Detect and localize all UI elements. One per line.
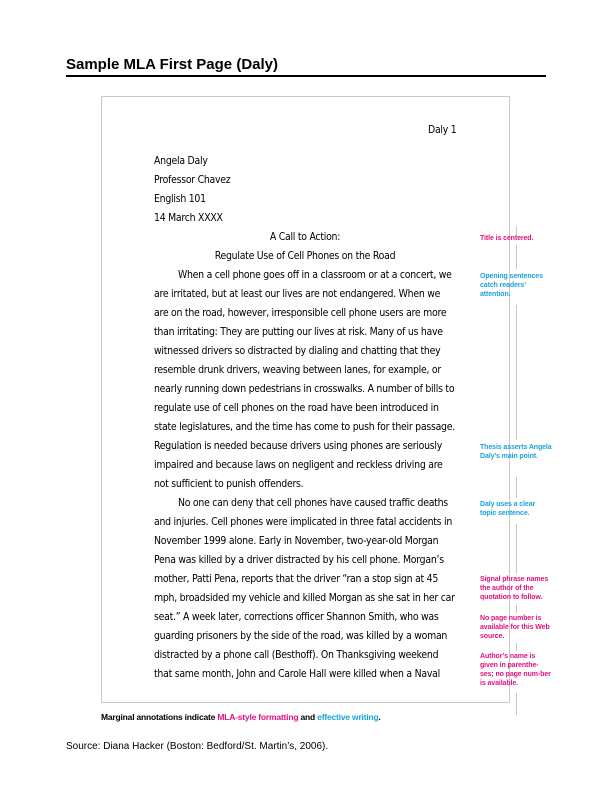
annotation-legend — [101, 712, 381, 722]
body-line: mph, broadsided my vehicle and killed Morgan as she sat in her car — [154, 592, 455, 604]
annotation-tick — [516, 605, 517, 613]
paper-heading — [154, 152, 474, 228]
annotation-tick — [516, 693, 517, 715]
body-line: are irritated, but at least our lives are not endangered. When we — [154, 288, 441, 300]
body-line: regulate use of cell phones on the road have been introduced in — [154, 402, 439, 414]
annotation-thesis: Thesis asserts Angela Daly’s main point. — [480, 444, 552, 460]
course-name: English 101 — [154, 193, 206, 205]
running-head: Daly 1 — [428, 124, 457, 136]
paper-body — [154, 266, 456, 684]
annotation-no-page-number: No page number is available for this Web source. — [480, 615, 550, 640]
body-line: When a cell phone goes off in a classroom or at a concert, we — [178, 269, 452, 281]
body-line: seat.” A week later, corrections officer Shannon Smith, who was — [154, 611, 439, 623]
annotation-tick — [516, 643, 517, 651]
annotation-topic-sentence: Daly uses a clear topic sentence. — [480, 501, 536, 517]
annotation-opening-sentences: Opening sentences catch readers’ attention. — [480, 273, 543, 298]
student-name: Angela Daly — [154, 155, 208, 167]
source-citation: Source: Diana Hacker (Boston: Bedford/St. Martin’s, 2006). — [66, 741, 329, 752]
body-line: Regulation is needed because drivers using phones are seriously — [154, 440, 443, 452]
body-line: witnessed drivers so distracted by dialing and chatting that they — [154, 345, 441, 357]
body-line: and injuries. Cell phones were implicated in three fatal accidents in — [154, 516, 453, 528]
legend-mla: MLA-style formatting — [217, 712, 299, 722]
title-line-1: A Call to Action: — [269, 231, 341, 243]
annotation-tick — [516, 305, 517, 440]
body-line: distracted by a phone call (Besthoff). On Thanksgiving weekend — [154, 649, 439, 661]
body-line: Pena was killed by a driver distracted by his cell phone. Morgan’s — [154, 554, 444, 566]
body-line: than irritating: They are putting our lives at risk. Many of us have — [154, 326, 443, 338]
annotation-signal-phrase: Signal phrase names the author of the quotation to follow. — [480, 576, 549, 601]
paper-title — [154, 228, 456, 266]
annotation-title-centered: Title is centered. — [480, 235, 534, 242]
instructor-name: Professor Chavez — [154, 174, 231, 186]
page-heading: Sample MLA First Page (Daly) — [66, 56, 278, 73]
legend-writing: effective writing — [317, 712, 379, 722]
legend-middle: and — [298, 712, 318, 722]
paper-date: 14 March XXXX — [154, 212, 223, 224]
body-line: guarding prisoners by the side of the road, was killed by a woman — [154, 630, 448, 642]
body-line: not sufficient to punish offenders. — [154, 478, 304, 490]
body-line: state legislatures, and the time has come to push for their passage. — [154, 421, 455, 433]
legend-suffix: . — [378, 712, 381, 722]
annotation-tick — [516, 477, 517, 498]
title-line-2: Regulate Use of Cell Phones on the Road — [214, 250, 396, 262]
annotation-author-name: Author’s name is given in parenthe-ses; no page num-ber is available. — [480, 653, 551, 687]
legend-prefix: Marginal annotations indicate — [101, 712, 218, 722]
body-line: November 1999 alone. Early in November, two-year-old Morgan — [154, 535, 439, 547]
body-line: mother, Patti Pena, reports that the driver “ran a stop sign at 45 — [154, 573, 439, 585]
body-line: impaired and because laws on negligent and reckless driving are — [154, 459, 443, 471]
body-line: nearly running down pedestrians in crosswalks. A number of bills to — [154, 383, 455, 395]
annotation-tick — [516, 245, 517, 269]
body-line: that same month, John and Carole Hall were killed when a Naval — [154, 668, 440, 680]
body-line: are on the road, however, irresponsible cell phone users are more — [154, 307, 447, 319]
body-line: No one can deny that cell phones have caused traffic deaths — [178, 497, 448, 509]
heading-rule — [66, 75, 546, 77]
body-line: resemble drunk drivers, weaving between lanes, for example, or — [154, 364, 441, 376]
annotation-tick — [516, 524, 517, 574]
